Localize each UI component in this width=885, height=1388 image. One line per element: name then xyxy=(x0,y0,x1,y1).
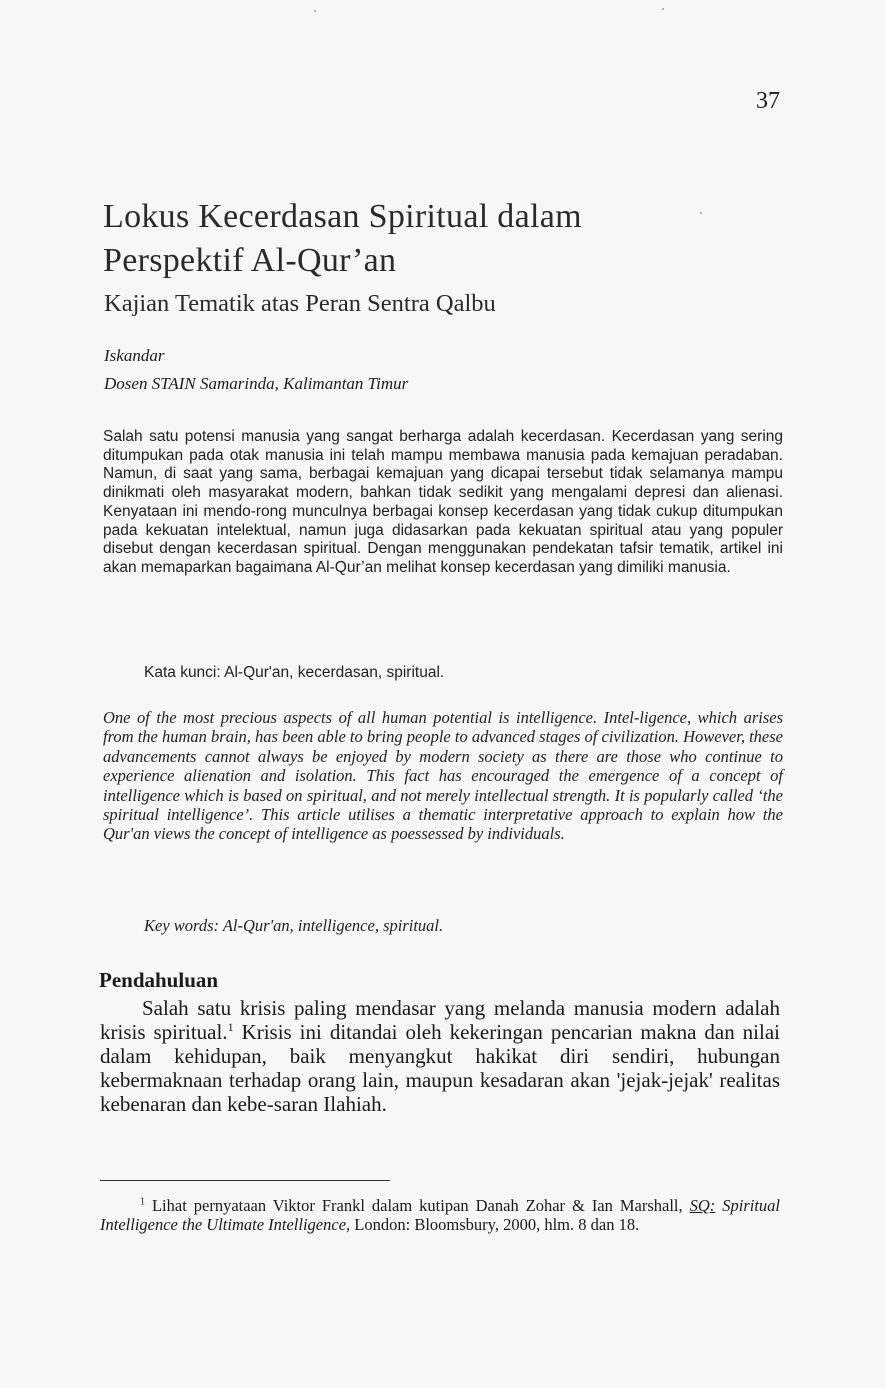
title-line-1: Lokus Kecerdasan Spiritual dalam xyxy=(103,198,582,235)
article-subtitle: Kajian Tematik atas Peran Sentra Qalbu xyxy=(104,290,496,317)
author-name: Iskandar xyxy=(104,346,165,365)
footnote-text-part-1: Lihat pernyataan Viktor Frankl dalam kutipan Danah Zohar & Ian Marshall, xyxy=(145,1196,690,1215)
article-title xyxy=(103,195,723,283)
scan-speck xyxy=(662,8,664,10)
author-affiliation: Dosen STAIN Samarinda, Kalimantan Timur xyxy=(104,374,409,393)
page-number: 37 xyxy=(756,88,780,114)
body-paragraph xyxy=(100,996,780,1116)
footnote-book-abbrev: SQ: xyxy=(689,1196,716,1215)
scan-speck xyxy=(314,10,316,12)
footnote-text-part-2: London: Bloomsbury, 2000, hlm. 8 dan 18. xyxy=(350,1215,640,1234)
body-text-part-1: Salah satu krisis paling mendasar yang melanda manusia modern adalah krisis spiritual. xyxy=(100,996,780,1044)
body-text-part-2: Krisis ini ditandai oleh kekeringan pencarian makna dan nilai dalam kehidupan, baik menyangkut hakikat diri sendiri, hubungan kebermaknaan terhadap orang lain, maupun kesadaran akan 'jejak-jejak' realitas kebenaran dan kebe-saran Ilahiah. xyxy=(100,1020,780,1116)
section-heading: Pendahuluan xyxy=(99,968,219,992)
keywords-english: Key words: Al-Qur'an, intelligence, spiritual. xyxy=(144,916,444,935)
footnote xyxy=(100,1196,780,1234)
abstract-english: One of the most precious aspects of all human potential is intelligence. Intel-ligence, which arises from the human brain, has been able to bring people to advanced stages of civilization. However, these advancements cannot always be enjoyed by modern society as there are those who continue to experience alienation and isolation. This fact has encouraged the emergence of a concept of intelligence which is based on spiritual, and not merely intellectual strength. It is popularly called ‘the spiritual intelligence’. This article utilises a thematic interpretative approach to explain how the Qur'an views the concept of intelligence as poessessed by individuals. xyxy=(103,708,783,844)
footnote-reference: 1 xyxy=(227,1020,234,1034)
scan-speck xyxy=(700,212,702,214)
footnote-divider xyxy=(100,1180,390,1181)
abstract-indonesian: Salah satu potensi manusia yang sangat berharga adalah kecerdasan. Kecerdasan yang sering ditumpukan pada otak manusia ini telah mampu membawa manusia pada kemajuan peradaban. Namun, di saat yang sama, berbagai kemajuan yang dicapai tersebut tidak selamanya mampu dinikmati oleh masyarakat modern, bahkan tidak sedikit yang mengalami depresi dan alienasi. Kenyataan ini mendo-rong munculnya berbagai konsep kecerdasan yang tidak cukup ditumpukan pada kekuatan intelektual, namun juga didasarkan pada kekuatan spiritual atau yang populer disebut dengan kecerdasan spiritual. Dengan menggunakan pendekatan tafsir tematik, artikel ini akan memaparkan bagaimana Al-Qur’an melihat konsep kecerdasan yang dimiliki manusia. xyxy=(103,428,783,576)
keywords-indonesian: Kata kunci: Al-Qur'an, kecerdasan, spiritual. xyxy=(144,664,445,681)
footnote-book-title: Spiritual Intelligence the Ultimate Intelligence, xyxy=(100,1196,780,1234)
title-line-2: Perspektif Al-Qur’an xyxy=(103,242,397,279)
footnote-marker: 1 xyxy=(140,1196,145,1208)
